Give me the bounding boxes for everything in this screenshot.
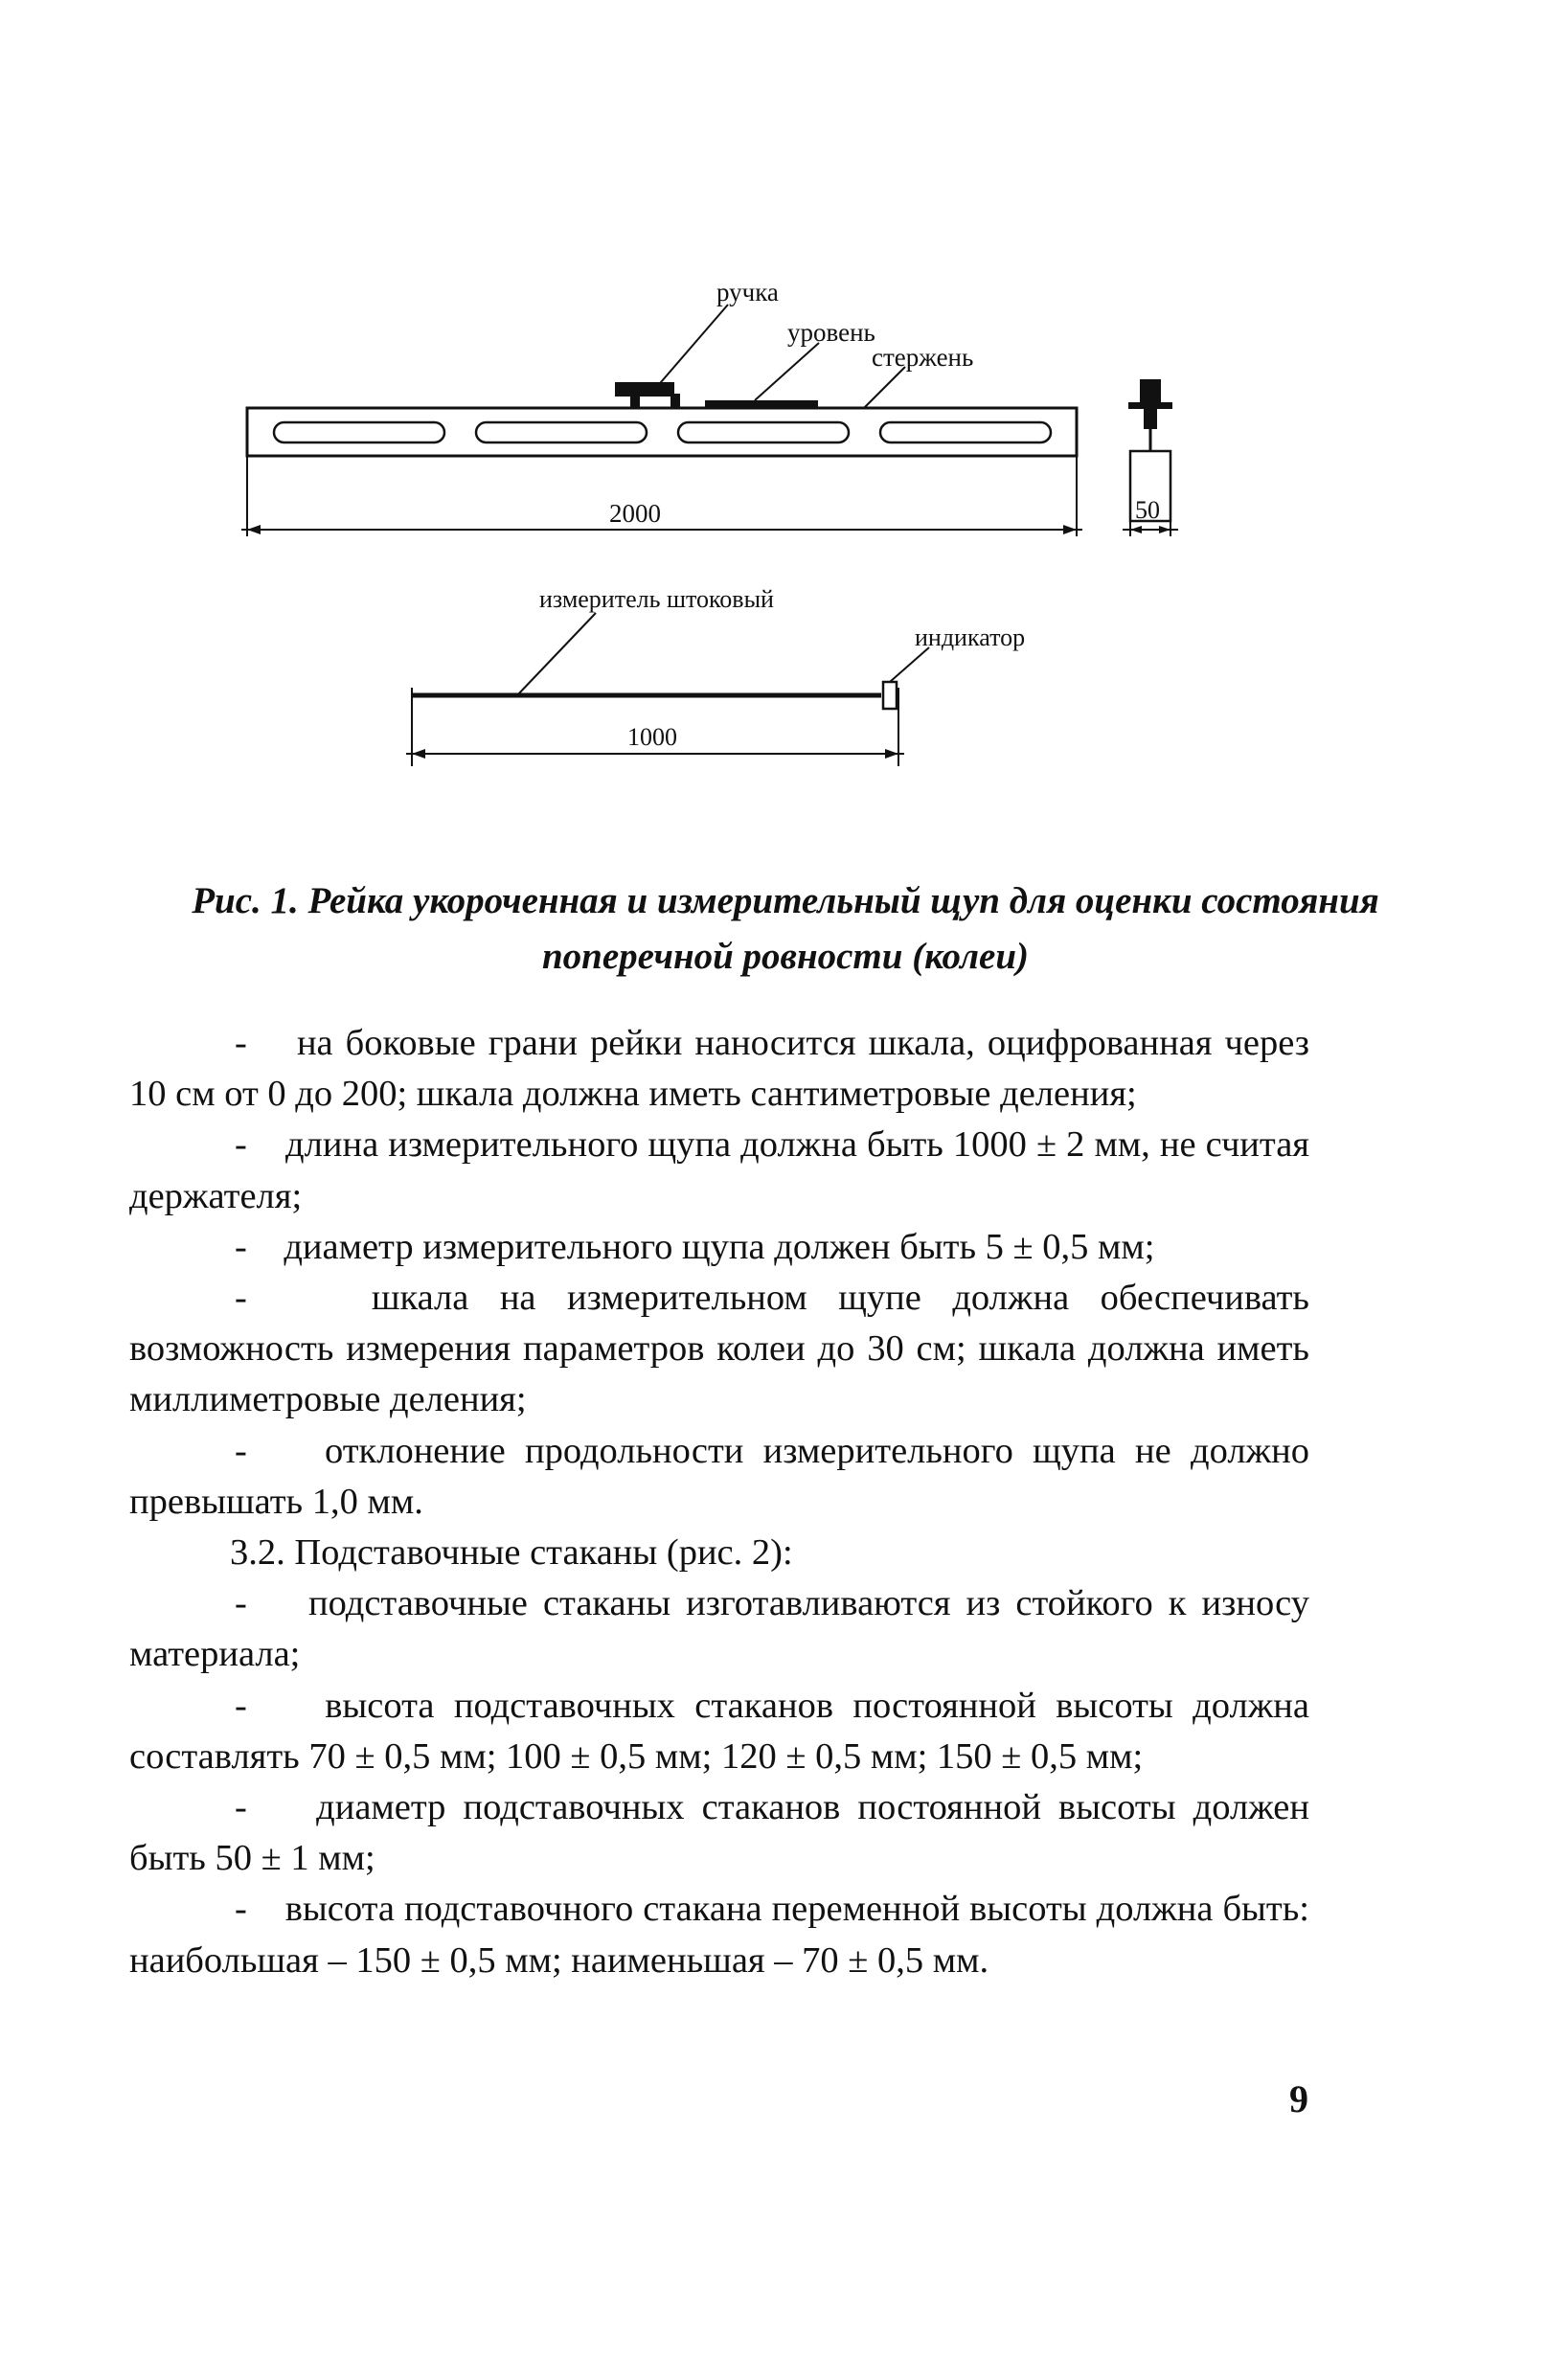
label-handle: ручка xyxy=(716,278,779,306)
label-gauge: измеритель штоковый xyxy=(539,585,774,613)
figure-rail-and-gauge xyxy=(0,0,1568,814)
rail-body xyxy=(247,408,1077,456)
leader-gauge xyxy=(517,613,596,695)
rail-slot xyxy=(476,422,647,442)
leader-handle xyxy=(655,305,728,389)
leader-level xyxy=(755,343,819,400)
body-text xyxy=(129,1018,1309,1986)
leader-rod xyxy=(864,367,905,408)
rail-side-handle xyxy=(1140,379,1161,402)
label-50: 50 xyxy=(1135,496,1160,524)
list-item: - диаметр подставочных стаканов постоянной высоты должен быть 50 ± 1 мм; xyxy=(129,1787,1309,1879)
label-rod: стержень xyxy=(872,343,974,372)
label-indicator: индикатор xyxy=(915,623,1026,651)
rail-slot xyxy=(880,422,1051,442)
label-level: уровень xyxy=(787,318,875,347)
caption-line: поперечной ровности (колеи) xyxy=(541,936,1029,977)
list-item: - диаметр измерительного щупа должен быть 5 ± 0,5 мм; xyxy=(235,1226,1155,1267)
rail-slot xyxy=(274,422,444,442)
rail-level xyxy=(705,400,818,408)
caption-line: Рис. 1. Рейка укороченная и измерительный щуп для оценки состояния xyxy=(192,880,1379,921)
list-item: - подставочные стаканы изготавливаются из стойкого к износу материала; xyxy=(129,1583,1309,1675)
rail-handle xyxy=(615,382,674,397)
rail-slot xyxy=(678,422,849,442)
label-1000: 1000 xyxy=(627,723,677,751)
list-item: - высота подставочных стаканов постоянной высоты должна составлять 70 ± 0,5 мм; 100 ± 0,5 мм; 120 ± 0,5 мм; 150 ± 0,5 мм; xyxy=(129,1685,1309,1777)
list-item: - шкала на измерительном щупе должна обеспечивать возможность измерения параметров колеи до 30 см; шкала должна иметь миллиметровые деления; xyxy=(129,1278,1309,1420)
indicator-box xyxy=(883,682,897,709)
list-item: - длина измерительного щупа должна быть 1000 ± 2 мм, не считая держателя; xyxy=(129,1124,1309,1216)
leader-indicator xyxy=(890,647,929,682)
figure-caption xyxy=(115,873,1456,985)
page-number: 9 xyxy=(1289,2077,1308,2120)
list-item: - отклонение продольности измерительного щупа не должно превышать 1,0 мм. xyxy=(129,1430,1309,1522)
list-item: - на боковые грани рейки наносится шкала, оцифрованная через 10 см от 0 до 200; шкала должна иметь сантиметровые деления; xyxy=(129,1023,1309,1115)
section-heading: 3.2. Подставочные стаканы (рис. 2): xyxy=(230,1532,793,1574)
label-2000: 2000 xyxy=(609,499,661,528)
list-item: - высота подставочного стакана переменной высоты должна быть: наибольшая – 150 ± 0,5 мм; наименьшая – 70 ± 0,5 мм. xyxy=(129,1889,1309,1981)
